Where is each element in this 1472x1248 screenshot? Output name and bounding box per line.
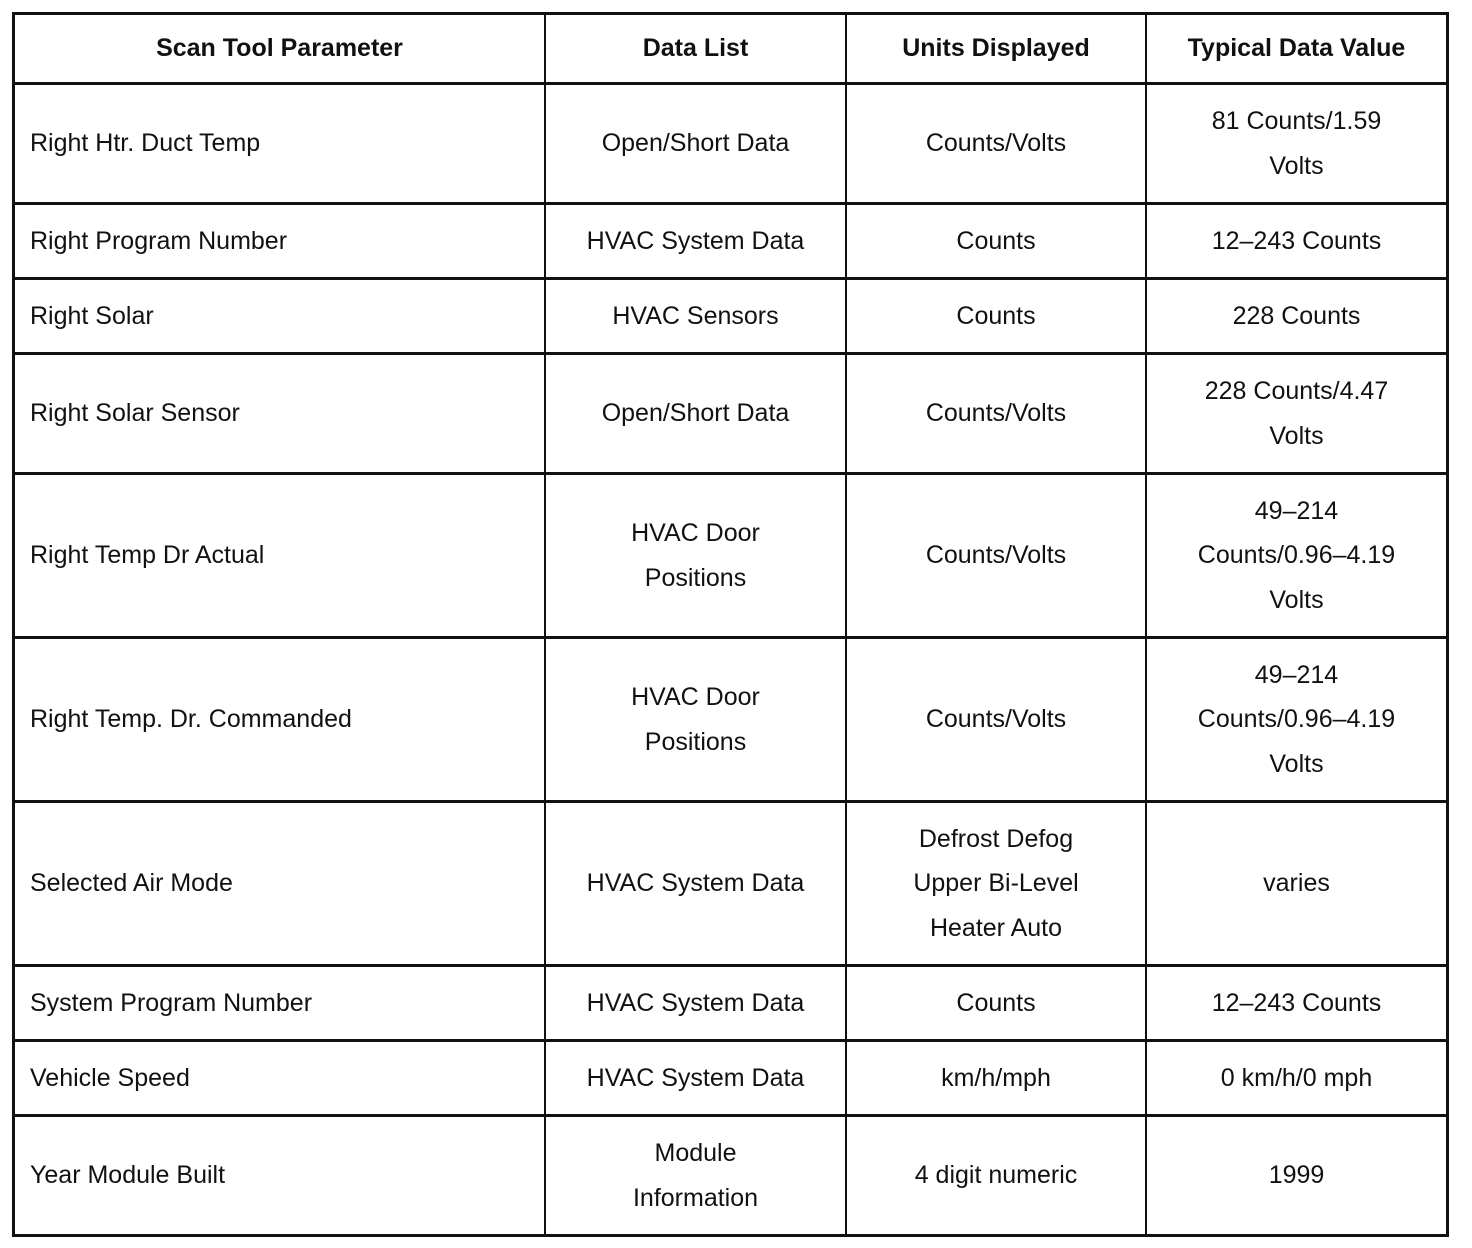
cell-units: km/h/mph	[847, 1042, 1147, 1114]
cell-typical-value: varies	[1147, 803, 1449, 964]
cell-data-list: HVAC System Data	[546, 205, 847, 277]
table-row	[15, 1117, 1449, 1237]
cell-units: Counts/Volts	[847, 475, 1147, 636]
table-row	[15, 803, 1449, 967]
table-row	[15, 1042, 1449, 1117]
cell-data-list: Open/Short Data	[546, 355, 847, 472]
cell-typical-value: 228 Counts	[1147, 280, 1449, 352]
cell-parameter: Right Htr. Duct Temp	[15, 85, 546, 202]
cell-typical-value: 1999	[1147, 1117, 1449, 1234]
cell-typical-value: 0 km/h/0 mph	[1147, 1042, 1449, 1114]
cell-parameter: Selected Air Mode	[15, 803, 546, 964]
cell-data-list: HVAC Door Positions	[546, 475, 847, 636]
cell-parameter: Right Solar Sensor	[15, 355, 546, 472]
cell-data-list: Module Information	[546, 1117, 847, 1234]
cell-units: Counts	[847, 205, 1147, 277]
cell-units: 4 digit numeric	[847, 1117, 1147, 1234]
table-header-row	[15, 15, 1449, 85]
cell-data-list: HVAC System Data	[546, 803, 847, 964]
cell-units: Counts	[847, 967, 1147, 1039]
cell-data-list: HVAC Sensors	[546, 280, 847, 352]
cell-typical-value: 49–214 Counts/0.96–4.19 Volts	[1147, 639, 1449, 800]
cell-parameter: System Program Number	[15, 967, 546, 1039]
cell-units: Counts/Volts	[847, 355, 1147, 472]
header-typical-data-value: Typical Data Value	[1147, 15, 1449, 82]
cell-typical-value: 81 Counts/1.59 Volts	[1147, 85, 1449, 202]
cell-typical-value: 12–243 Counts	[1147, 967, 1449, 1039]
cell-units: Counts/Volts	[847, 85, 1147, 202]
cell-units: Defrost Defog Upper Bi-Level Heater Auto	[847, 803, 1147, 964]
cell-units: Counts	[847, 280, 1147, 352]
cell-typical-value: 49–214 Counts/0.96–4.19 Volts	[1147, 475, 1449, 636]
table-row	[15, 967, 1449, 1042]
cell-units: Counts/Volts	[847, 639, 1147, 800]
cell-parameter: Right Solar	[15, 280, 546, 352]
cell-parameter: Right Temp. Dr. Commanded	[15, 639, 546, 800]
header-data-list: Data List	[546, 15, 847, 82]
table-row	[15, 639, 1449, 803]
cell-data-list: HVAC System Data	[546, 967, 847, 1039]
table-row	[15, 355, 1449, 475]
table-row	[15, 475, 1449, 639]
table-row	[15, 280, 1449, 355]
scan-tool-table	[12, 12, 1449, 1237]
table-row	[15, 205, 1449, 280]
cell-typical-value: 228 Counts/4.47 Volts	[1147, 355, 1449, 472]
cell-parameter: Vehicle Speed	[15, 1042, 546, 1114]
cell-typical-value: 12–243 Counts	[1147, 205, 1449, 277]
table-row	[15, 85, 1449, 205]
header-units-displayed: Units Displayed	[847, 15, 1147, 82]
header-scan-tool-parameter: Scan Tool Parameter	[15, 15, 546, 82]
cell-data-list: HVAC System Data	[546, 1042, 847, 1114]
cell-parameter: Right Program Number	[15, 205, 546, 277]
cell-parameter: Right Temp Dr Actual	[15, 475, 546, 636]
cell-parameter: Year Module Built	[15, 1117, 546, 1234]
cell-data-list: HVAC Door Positions	[546, 639, 847, 800]
cell-data-list: Open/Short Data	[546, 85, 847, 202]
